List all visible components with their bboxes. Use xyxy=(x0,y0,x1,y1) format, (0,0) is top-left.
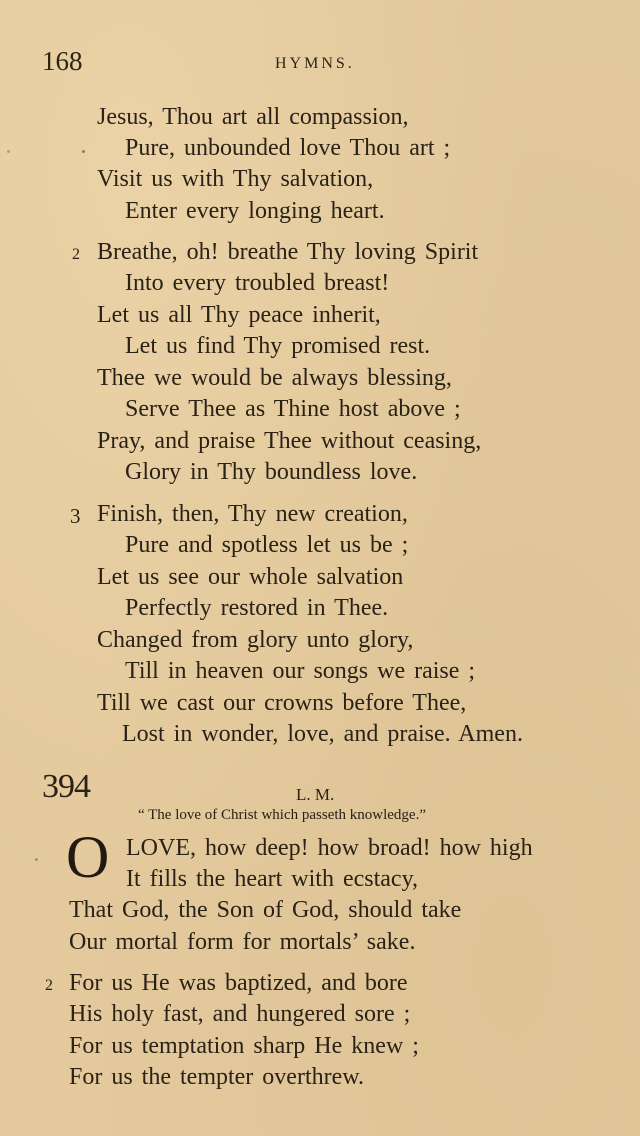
verse-line: That God, the Son of God, should take xyxy=(69,897,462,923)
verse-line: Serve Thee as Thine host above ; xyxy=(125,396,461,422)
stanza-number: 3 xyxy=(70,504,81,528)
paper-speck xyxy=(82,150,85,153)
verse-line: Thee we would be always blessing, xyxy=(97,365,452,391)
verse-line: LOVE, how deep! how broad! how high xyxy=(126,835,533,861)
verse-line: Changed from glory unto glory, xyxy=(97,627,414,653)
verse-line: Let us all Thy peace inherit, xyxy=(97,302,381,328)
verse-line: Perfectly restored in Thee. xyxy=(125,595,389,621)
verse-line: For us the tempter overthrew. xyxy=(69,1064,365,1090)
hymn-epigraph: “ The love of Christ which passeth knowledge.” xyxy=(138,807,426,823)
paper-speck xyxy=(7,150,10,153)
verse-line: Till in heaven our songs we raise ; xyxy=(125,658,476,684)
verse-line: His holy fast, and hungered sore ; xyxy=(69,1001,411,1027)
page-number: 168 xyxy=(42,46,83,76)
verse-line: For us temptation sharp He knew ; xyxy=(69,1033,419,1059)
verse-line: Enter every longing heart. xyxy=(125,198,385,224)
verse-line: For us He was baptized, and bore xyxy=(69,970,408,996)
stanza-number: 2 xyxy=(45,977,53,994)
verse-line: Visit us with Thy salvation, xyxy=(97,166,374,192)
verse-line: Glory in Thy boundless love. xyxy=(125,459,418,485)
paper-speck xyxy=(35,858,38,861)
verse-line: Till we cast our crowns before Thee, xyxy=(97,690,467,716)
verse-line: Into every troubled breast! xyxy=(125,270,390,296)
verse-line: It fills the heart with ecstacy, xyxy=(126,866,419,892)
verse-line: Pure and spotless let us be ; xyxy=(125,532,409,558)
verse-line: Pure, unbounded love Thou art ; xyxy=(125,135,451,161)
verse-line: Jesus, Thou art all compassion, xyxy=(97,104,409,130)
running-head: HYMNS. xyxy=(275,55,355,72)
drop-cap: O xyxy=(66,824,110,890)
verse-line: Lost in wonder, love, and praise. Amen. xyxy=(122,721,523,747)
hymn-meter: L. M. xyxy=(296,785,335,804)
verse-line: Breathe, oh! breathe Thy loving Spirit xyxy=(97,239,479,265)
stanza-number: 2 xyxy=(72,246,80,263)
verse-line: Finish, then, Thy new creation, xyxy=(97,501,408,527)
verse-line: Let us find Thy promised rest. xyxy=(125,333,431,359)
verse-line: Pray, and praise Thee without ceasing, xyxy=(97,428,482,454)
hymn-number: 394 xyxy=(42,768,90,805)
verse-line: Our mortal form for mortals’ sake. xyxy=(69,929,416,955)
verse-line: Let us see our whole salvation xyxy=(97,564,404,590)
